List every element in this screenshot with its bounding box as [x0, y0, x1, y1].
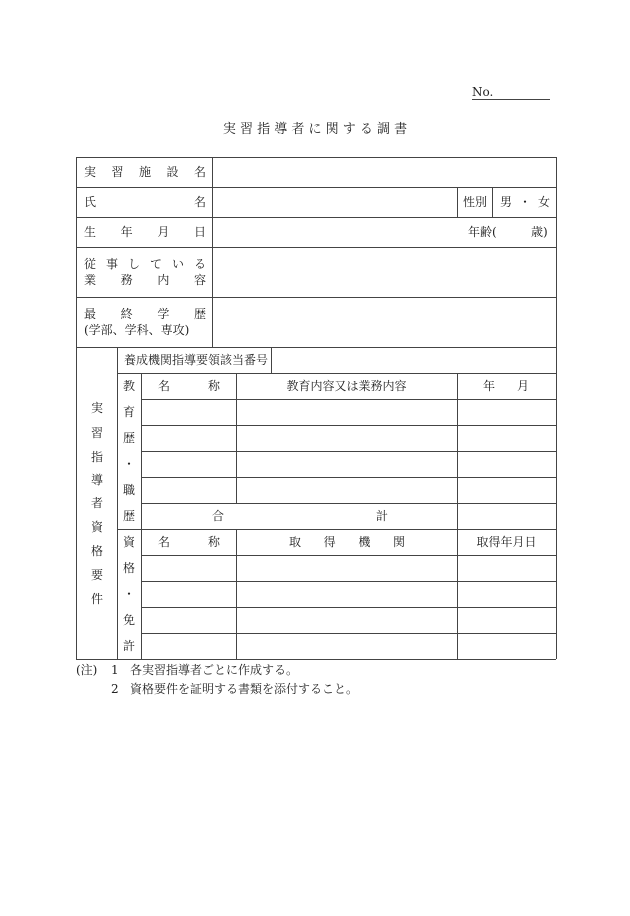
table-rule [271, 347, 272, 373]
label-duties-1: 従 事 し て い る [84, 257, 206, 271]
section-label-char: 要 [90, 568, 103, 582]
duties-field[interactable] [213, 248, 555, 296]
history-name-cell[interactable] [142, 452, 235, 476]
note-1-number: 1 [111, 663, 119, 677]
history-period-cell[interactable] [458, 478, 555, 502]
label-age: 年齢( [468, 225, 497, 239]
history-label-char: 育 [122, 405, 135, 419]
history-content-cell[interactable] [237, 478, 456, 502]
history-header-content: 教育内容又は業務内容 [286, 379, 407, 393]
label-facility-name: 実 習 施 設 名 [84, 165, 206, 179]
history-content-cell[interactable] [237, 400, 456, 424]
label-birthdate: 生 年 月 日 [84, 225, 206, 239]
license-label-char: ・ [122, 587, 135, 601]
birthdate-field[interactable] [213, 218, 463, 246]
gender-options[interactable]: 男 ・ 女 [500, 195, 550, 209]
section-label-char: 習 [90, 426, 103, 440]
license-label-char: 資 [122, 535, 135, 549]
history-period-cell[interactable] [458, 426, 555, 450]
table-rule [76, 659, 556, 660]
history-name-cell[interactable] [142, 478, 235, 502]
license-institution-cell[interactable] [237, 582, 456, 606]
section-label-char: 指 [90, 450, 103, 464]
age-unit: 歳) [531, 225, 548, 239]
table-rule [76, 157, 77, 659]
license-institution-cell[interactable] [237, 608, 456, 632]
total-label-1: 合 [212, 509, 225, 523]
history-label-char: 歴 [122, 509, 135, 523]
table-rule [117, 347, 118, 659]
section-label-char: 資 [90, 520, 103, 534]
table-rule [492, 187, 493, 217]
label-education-1: 最 終 学 歴 [84, 307, 206, 321]
page-title: 実 習 指 導 者 に 関 す る 調 書 [222, 122, 408, 137]
history-header-name: 名 称 [158, 379, 220, 393]
label-gender: 性別 [462, 195, 487, 209]
license-date-cell[interactable] [458, 556, 555, 580]
table-rule [117, 529, 556, 530]
license-label-char: 許 [122, 639, 135, 653]
note-1-text: 各実習指導者ごとに作成する。 [130, 663, 299, 677]
label-education-2: (学部、学科、専攻) [84, 323, 190, 337]
form-number[interactable] [472, 85, 550, 100]
facility-name-field[interactable] [213, 158, 555, 186]
license-institution-cell[interactable] [237, 556, 456, 580]
history-label-char: 教 [122, 379, 135, 393]
license-name-cell[interactable] [142, 608, 235, 632]
guideline-number-field[interactable] [273, 348, 555, 372]
license-label-char: 格 [122, 561, 135, 575]
history-content-cell[interactable] [237, 452, 456, 476]
section-label-char: 実 [90, 401, 103, 415]
history-label-char: 職 [122, 483, 135, 497]
license-date-cell[interactable] [458, 634, 555, 658]
note-2-number: 2 [111, 682, 119, 696]
license-header-date: 取得年月日 [476, 535, 537, 549]
section-label-char: 導 [90, 473, 103, 487]
no-label: No. [472, 85, 494, 99]
notes-prefix: (注) [76, 663, 98, 677]
history-period-cell[interactable] [458, 400, 555, 424]
history-total-cell[interactable] [458, 504, 555, 528]
license-name-cell[interactable] [142, 556, 235, 580]
education-field[interactable] [213, 298, 555, 346]
table-rule [117, 373, 556, 374]
label-duties-2: 業 務 内 容 [84, 273, 206, 287]
history-period-cell[interactable] [458, 452, 555, 476]
license-header-name: 名 称 [158, 535, 220, 549]
history-label-char: 歴 [122, 431, 135, 445]
history-name-cell[interactable] [142, 426, 235, 450]
total-label-2: 計 [376, 509, 389, 523]
history-label-char: ・ [122, 457, 135, 471]
label-name: 氏 名 [84, 195, 206, 209]
section-label-char: 格 [90, 544, 103, 558]
license-label-char: 免 [122, 613, 135, 627]
license-name-cell[interactable] [142, 634, 235, 658]
table-rule [556, 157, 557, 659]
note-2-text: 資格要件を証明する書類を添付すること。 [130, 682, 359, 696]
license-date-cell[interactable] [458, 582, 555, 606]
history-name-cell[interactable] [142, 400, 235, 424]
section-label-char: 件 [90, 592, 103, 606]
license-date-cell[interactable] [458, 608, 555, 632]
history-header-period: 年 月 [483, 379, 529, 393]
license-header-institution: 取 得 機 関 [289, 535, 405, 549]
label-guideline-number: 養成機関指導要領該当番号 [123, 353, 268, 367]
section-label-char: 者 [90, 496, 103, 510]
license-institution-cell[interactable] [237, 634, 456, 658]
history-content-cell[interactable] [237, 426, 456, 450]
license-name-cell[interactable] [142, 582, 235, 606]
name-field[interactable] [213, 188, 456, 216]
